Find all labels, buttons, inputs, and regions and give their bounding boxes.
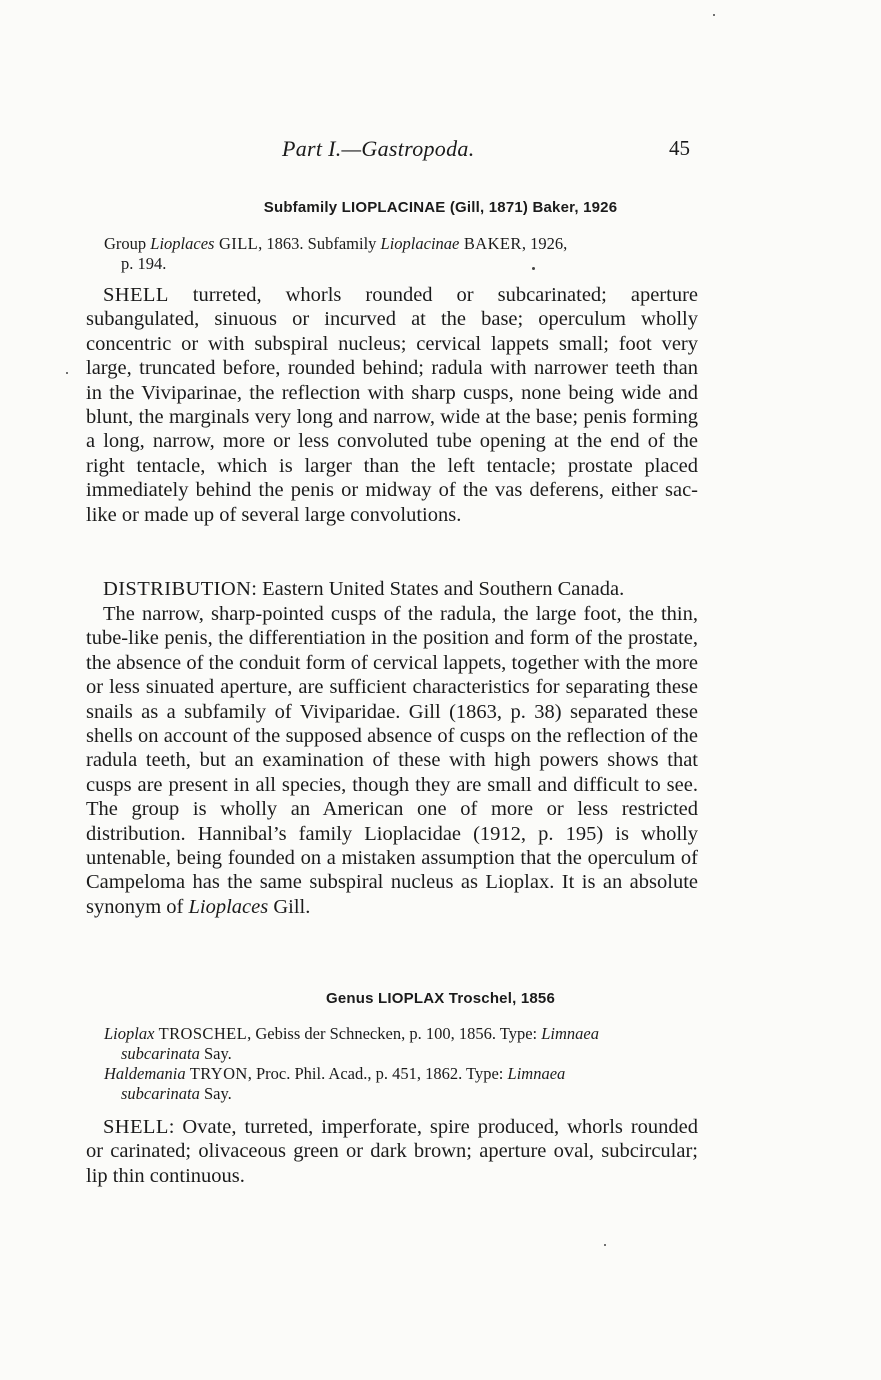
syn-text: Group [104, 234, 151, 253]
genus-synonym-2 [104, 1064, 698, 1104]
paragraph-text: turreted, whorls rounded or subcarinated; aperture subangulated, sinuous or incurved at the base; operculum wholly concentric or with subspiral nucleus; cervical lappets small; foot very large, truncated before, rounded behind; radula with narrower teeth than in the Viviparinae, the reflection with sharp cusps, none being wide and blunt, the marginals very long and narrow, wide at the base; penis forming a long, narrow, more or less convoluted tube opening at the end of the right tentacle, which is larger than the left tentacle; prostate placed immediately behind the penis or midway of the vas deferens, either sac-like or made up of several large convolutions. [86, 284, 698, 526]
genus-heading: Genus LIOPLAX Troschel, 1856 [325, 990, 555, 1007]
syn-author: GILL [214, 234, 259, 253]
print-speck [66, 372, 68, 374]
paragraph-italic: Lioplaces [188, 895, 269, 918]
running-head: Part I.—Gastropoda. [282, 136, 475, 161]
syn-type-genus: Limnaea [507, 1064, 566, 1083]
print-speck [713, 14, 715, 16]
genus-shell-paragraph [86, 1115, 698, 1188]
syn-text: , 1926, [521, 234, 568, 253]
syn-type-species: subcarinata [121, 1044, 200, 1063]
subfamily-heading: Subfamily LIOPLACINAE (Gill, 1871) Baker, 1926 [263, 199, 618, 216]
syn-author: TRYON [185, 1064, 248, 1083]
syn-genus: Lioplax [104, 1024, 155, 1043]
syn-author: TROSCHEL [154, 1024, 248, 1043]
paragraph-lead: SHELL [103, 1116, 169, 1138]
syn-genus: Haldemania [104, 1064, 186, 1083]
syn-text: , Proc. Phil. Acad., p. 451, 1862. Type: [247, 1064, 508, 1083]
paragraph-text: : Eastern United States and Southern Canada. [251, 578, 625, 600]
paragraph-text: Gill. [268, 895, 311, 918]
distribution-paragraph [86, 577, 698, 601]
subfamily-synonymy [104, 234, 698, 274]
print-speck [532, 267, 535, 270]
syn-taxon: Lioplacinae [380, 234, 460, 253]
paragraph-lead: DISTRIBUTION [103, 578, 252, 600]
page-number: 45 [669, 136, 690, 160]
syn-text: , Gebiss der Schnecken, p. 100, 1856. Type: [247, 1024, 542, 1043]
syn-text: , 1863. Subfamily [258, 234, 381, 253]
syn-type-species: subcarinata [121, 1084, 200, 1103]
paragraph-text: : Ovate, turreted, imperforate, spire produced, whorls rounded or carinated; olivaceous green or dark brown; aperture oval, subcircular; lip thin continuous. [86, 1116, 698, 1187]
discussion-paragraph [86, 602, 698, 919]
paragraph-lead: SHELL [103, 284, 169, 306]
syn-author: BAKER [459, 234, 522, 253]
genus-synonym-1 [104, 1024, 698, 1064]
syn-type-genus: Limnaea [541, 1024, 599, 1043]
print-speck [604, 1244, 606, 1246]
paragraph-text: The narrow, sharp-pointed cusps of the radula, the large foot, the thin, tube-like penis, the differentiation in the position and form of the prostate, the absence of the conduit form of cervical lappets, together with the more or less sinuated aperture, are sufficient characteristics for separating these snails as a subfamily of Viviparidae. Gill (1863, p. 38) separated these shells on account of the supposed absence of cusps on the reflection of the radula teeth, but an examination of these with high powers shows that cusps are present in all species, though they are small and difficult to see. The group is wholly an American one of more or less restricted distribution. Hannibal’s family Lioplacidae (1912, p. 195) is wholly untenable, being founded on a mistaken assumption that the operculum of Campeloma has the same subspiral nucleus as Lioplax. It is an absolute synonym of [86, 603, 698, 918]
shell-description-paragraph [86, 283, 698, 527]
syn-text: Say. [199, 1044, 232, 1063]
syn-page: p. 194. [121, 254, 167, 273]
syn-genus: Lioplaces [150, 234, 215, 253]
syn-text: Say. [199, 1084, 232, 1103]
